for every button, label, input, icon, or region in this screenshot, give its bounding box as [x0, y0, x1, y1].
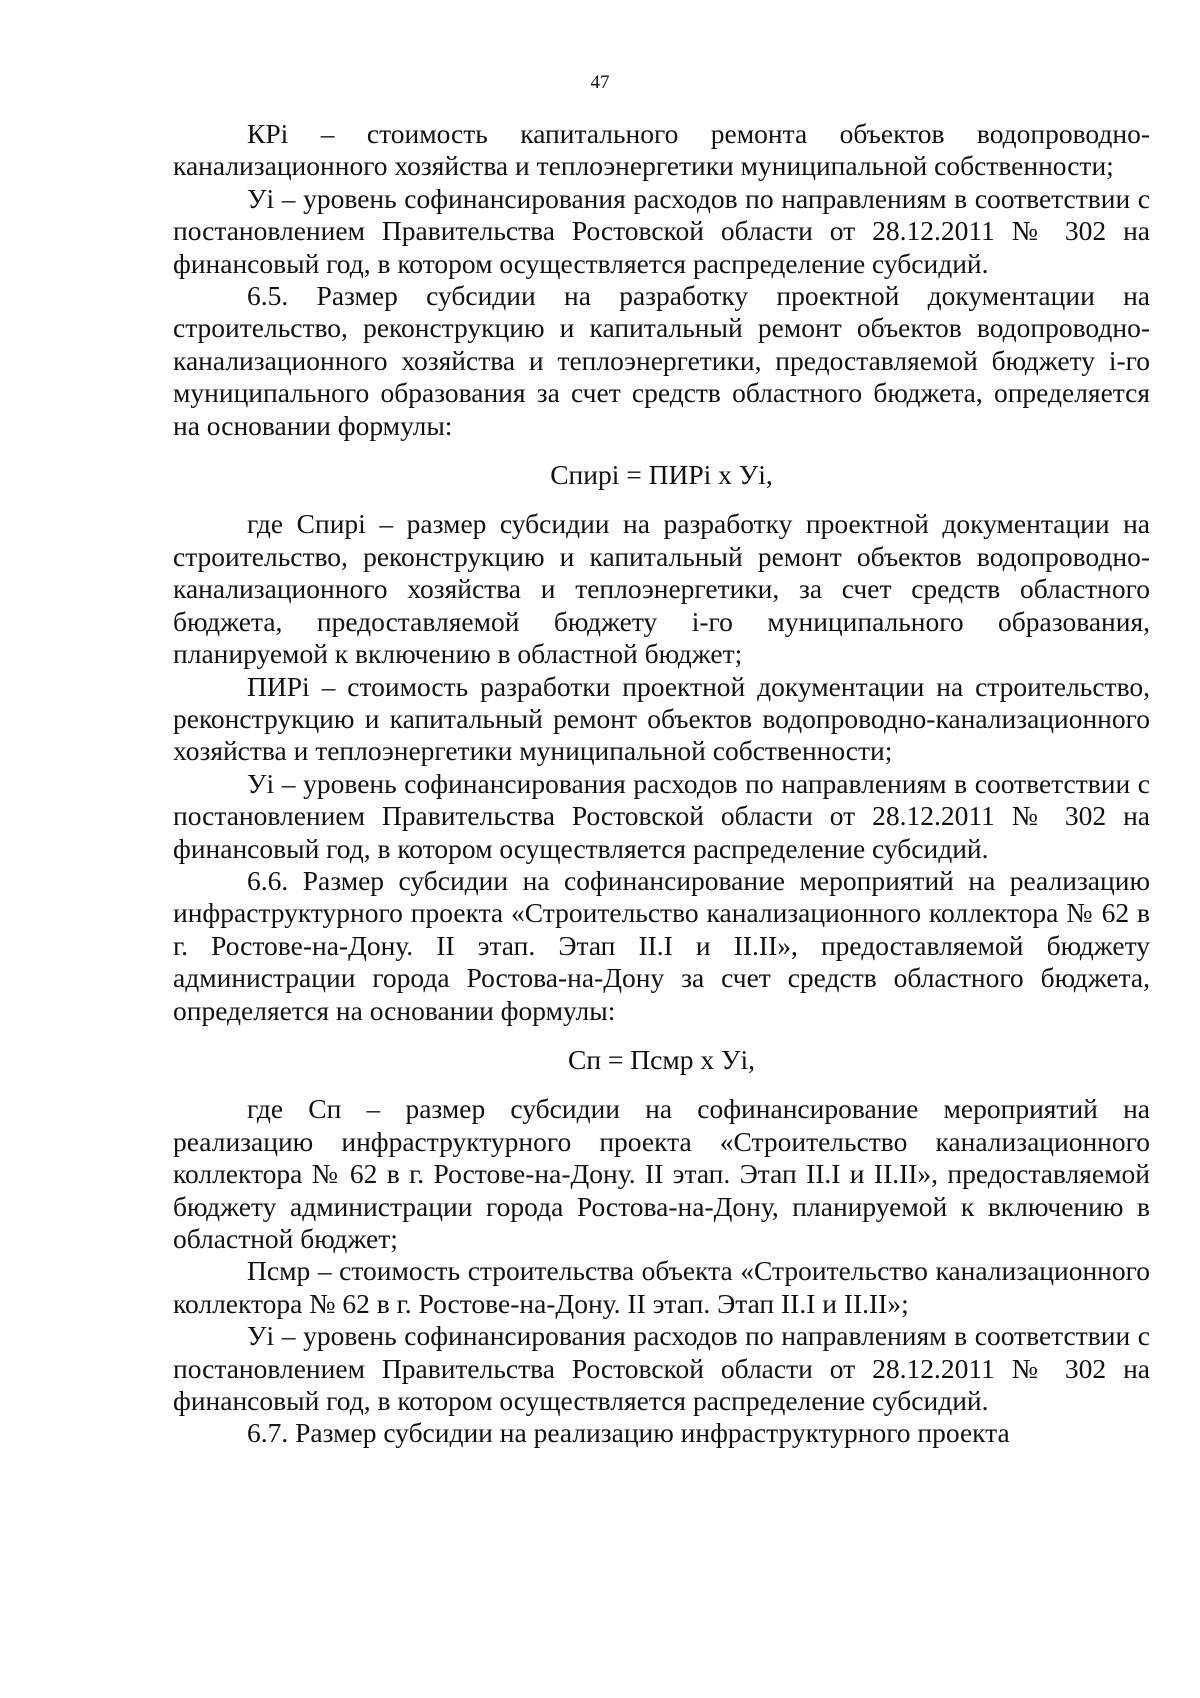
- yi-definition: Уi – уровень софинансирования расходов по направлениям в соответствии с постановлением Правительства Ростовской области от 28.12.2011 № 302 на финансовый год, в котором осуществляется распределение субсидий.: [173, 182, 1150, 279]
- yi-definition: Уi – уровень софинансирования расходов по направлениям в соответствии с постановлением Правительства Ростовской области от 28.12.2011 № 302 на финансовый год, в котором осуществляется распределение субсидий.: [173, 767, 1150, 864]
- formula-sp: Сп = Псмр х Уi,: [567, 1043, 756, 1075]
- section-6-6: 6.6. Размер субсидии на софинансирование мероприятий на реализацию инфраструктурного проекта «Строительство канализационного коллектора № 62 в г. Ростове-на-Дону. II этап. Этап II.I и II.II», предоставляемой бюджету администрации города Ростова-на-Дону за счет средств областного бюджета, определяется на основании формулы:: [173, 864, 1150, 1026]
- spir-definition: где Спирi – размер субсидии на разработку проектной документации на строительство, реконструкцию и капитальный ремонт объектов водопроводно-канализационного хозяйства и теплоэнергетики, за счет средств областного бюджета, предоставляемой бюджету i-го муниципального образования, планируемой к включению в областной бюджет;: [173, 508, 1150, 670]
- psmr-definition: Псмр – стоимость строительства объекта «Строительство канализационного коллектора № 62 в г. Ростове-на-Дону. II этап. Этап II.I и II.II»;: [173, 1255, 1150, 1319]
- yi-definition: Уi – уровень софинансирования расходов по направлениям в соответствии с постановлением Правительства Ростовской области от 28.12.2011 № 302 на финансовый год, в котором осуществляется распределение субсидий.: [173, 1320, 1150, 1417]
- page-number: 47: [590, 72, 610, 93]
- document-body: [173, 118, 1150, 1450]
- pir-definition: ПИРi – стоимость разработки проектной документации на строительство, реконструкцию и капитальный ремонт объектов водопроводно-канализационного хозяйства и теплоэнергетики муниципальной собственности;: [173, 670, 1150, 767]
- section-6-5: 6.5. Размер субсидии на разработку проектной документации на строительство, реконструкцию и капитальный ремонт объектов водопроводно-канализационного хозяйства и теплоэнергетики, предоставляемой бюджету i-го муниципального образования за счет средств областного бюджета, определяется на основании формулы:: [173, 280, 1150, 441]
- formula-spir: Спирi = ПИРi х Уi,: [550, 459, 773, 491]
- section-6-7: 6.7. Размер субсидии на реализацию инфраструктурного проекта: [247, 1417, 1010, 1449]
- kr-definition: КРi – стоимость капитального ремонта объектов водопроводно-канализационного хозяйства и теплоэнергетики муниципальной собственности;: [173, 118, 1150, 182]
- sp-definition: где Сп – размер субсидии на софинансирование мероприятий на реализацию инфраструктурного проекта «Строительство канализационного коллектора № 62 в г. Ростове-на-Дону. II этап. Этап II.I и II.II», предоставляемой бюджету администрации города Ростова-на-Дону, планируемой к включению в областной бюджет;: [173, 1093, 1150, 1254]
